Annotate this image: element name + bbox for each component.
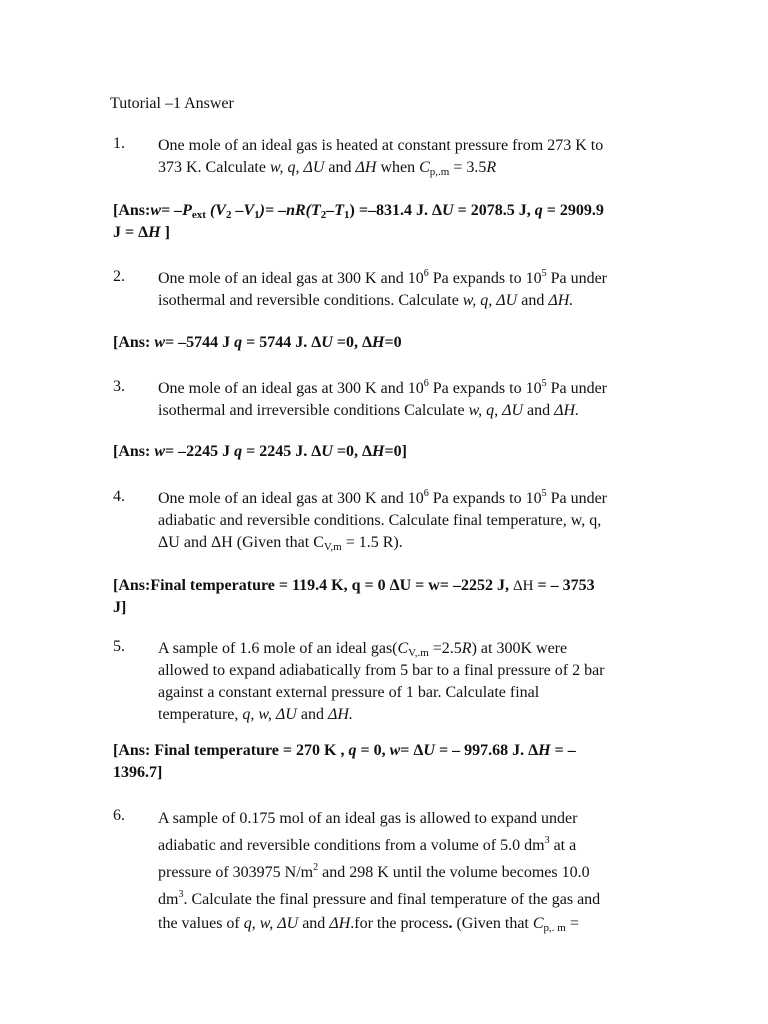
question-number: 5.: [113, 638, 125, 655]
document-page: Tutorial –1 Answer 1. One mole of an ideal gas is heated at constant pressure from 273 K to 373 K. Calculate w, q, ΔU and ΔH when $C_{p,.m} = 3.5R$ [Ans:w= $-P_{ext}$ ($V_2$ $-V_1)= -nR(T_2-T_1) =-831.4$ J. ΔU = 2078.5 J, q = 2909.9 J = ΔH ] 2. One mole of an ideal gas at 300 K and $10^6$ Pa expands to $10^5$ Pa under isothermal and reversible conditions. Calculate w, q, ΔU and ΔH. [Ans: w= –5744 J q = 5744 J. ΔU =0, ΔH=0 3. One mole of an ideal gas at 300 K and $10^6$ Pa expands to $10^5$ Pa under isothermal and irreversible conditions Calculate w, q, ΔU and ΔH. [Ans: w= –2245 J q = 2245 J. ΔU =0, ΔH=0] 4. One mole of an ideal gas at 300 K and $10^6$ Pa expands to $10^5$ Pa under adiabatic and reversible conditions. Calculate final temperature, w, q, ΔU and ΔH (Given that $C_{V,m} = 1.5$ R). [Ans:Final temperature = 119.4 K, q = 0 ΔU = w= –2252 J, ΔH = – 3753 J] 5. A sample of 1.6 mole of an ideal $gas(C_{V,.m} =2.5R)$ at 300K were allowed to expand adiabatically from 5 bar to a final pressure of 2 bar against a constant external pressure of 1 bar. Calculate final temperature, q, w, ΔU and ΔH. [Ans: Final temperature = 270 K , q = 0, w= ΔU = – 997.68 J. ΔH = – 1396.7] 6. A sample of 0.175 mol of an ideal gas is allowed to expand under adiabatic and reversible conditions from a volume of 5.0 $dm^3$ at a pressure of 303975 $N/m^2$ and 298 K until the volume becomes 10.0 $dm^3$. Calculate the final pressure and final temperature of the gas and the values of q, w, ΔU and ΔH.for the process. (Given that $C_{p,. m}$ =: [0, 0, 768, 1024]
answer-3: [Ans: w= –2245 J q = 2245 J. ΔU =0, ΔH=0]: [113, 443, 407, 460]
answer-4: [Ans:Final temperature = 119.4 K, q = 0 ΔU = w= –2252 J, ΔH = – 3753 J]: [113, 577, 595, 616]
question-text: One mole of an ideal gas is heated at constant pressure from 273 K to: [158, 137, 604, 154]
question-number: 6.: [113, 807, 125, 824]
answer-5: [Ans: Final temperature = 270 K , q = 0, w= ΔU = – 997.68 J. ΔH = – 1396.7]: [113, 742, 576, 781]
question-text: 373 K. Calculate w, q, ΔU and ΔH when $C_{p,.m} = 3.5R$: [158, 159, 497, 178]
question-number: 4.: [113, 488, 125, 505]
question-number: 2.: [113, 268, 125, 285]
question-number: 1.: [113, 135, 125, 152]
page-title: Tutorial –1 Answer: [110, 95, 234, 112]
answer-2: [Ans: w= –5744 J q = 5744 J. ΔU =0, ΔH=0: [113, 334, 402, 351]
question-number: 3.: [113, 378, 125, 395]
answer-1: [Ans:w= $-P_{ext}$ ($V_2$ $-V_1)= -nR(T_2-T_1) =-831.4$ J. ΔU = 2078.5 J, q = 2909.9 J = ΔH ]: [113, 202, 604, 241]
